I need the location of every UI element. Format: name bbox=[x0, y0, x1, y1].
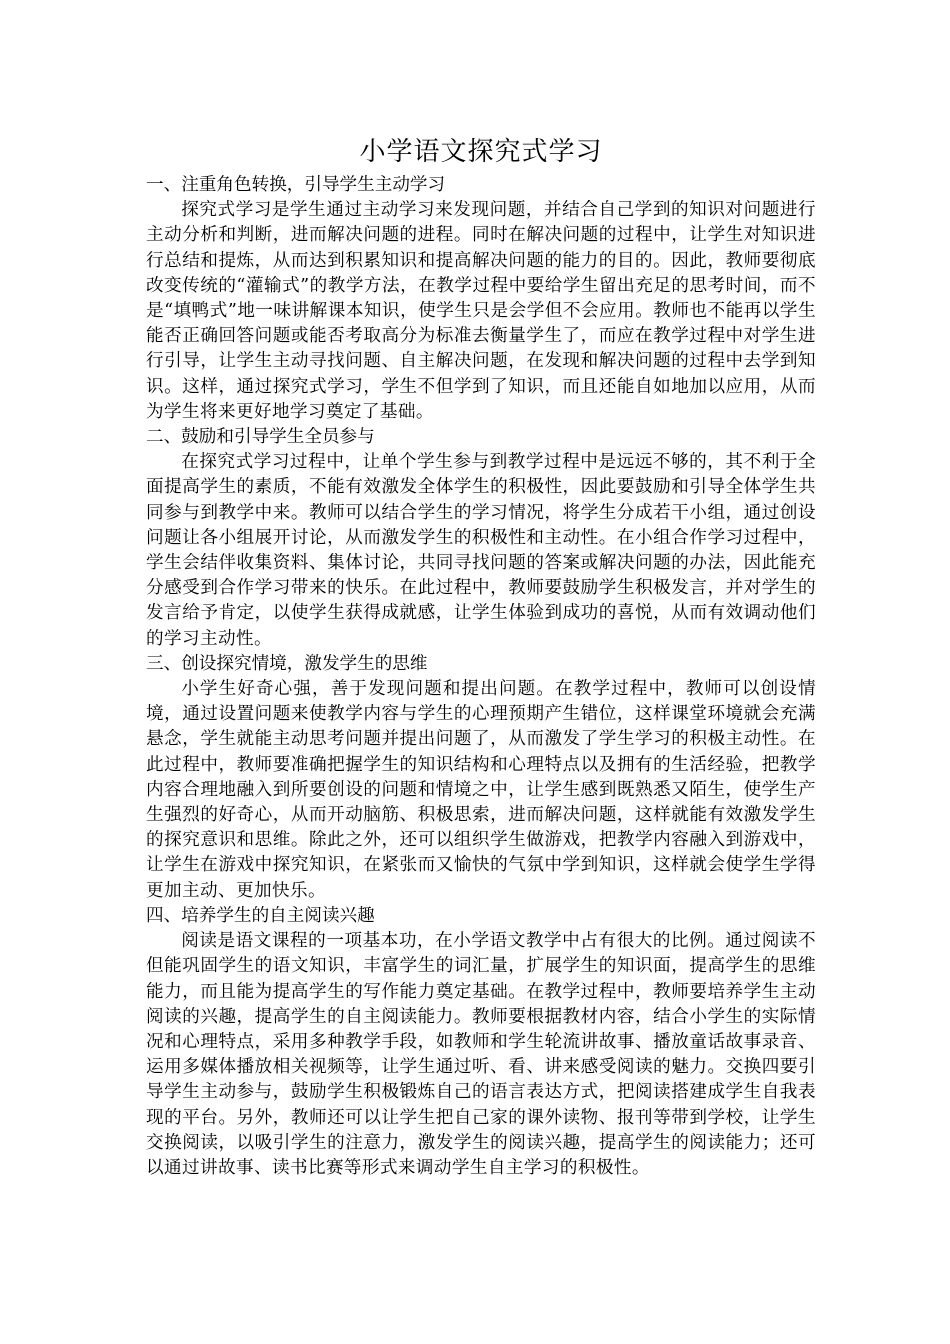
section-body-3: 小学生好奇心强，善于发现问题和提出问题。在教学过程中，教师可以创设情境，通过设置问题来使教学内容与学生的心理预期产生错位，这样课堂环境就会充满悬念，学生就能主动思考问题并提出问题了，从而激发了学生学习的积极主动性。在此过程中，教师要准确把握学生的知识结构和心理特点以及拥有的生活经验，把教学内容合理地融入到所要创设的问题和情境之中，让学生感到既熟悉又陌生，使学生产生强烈的好奇心，从而开动脑筋、积极思索，进而解决问题，这样就能有效激发学生的探究意识和思维。除此之外，还可以组织学生做游戏，把教学内容融入到游戏中，让学生在游戏中探究知识，在紧张而又愉快的气氛中学到知识，这样就会使学生学得更加主动、更加快乐。 bbox=[146, 679, 816, 901]
section-body-2: 在探究式学习过程中，让单个学生参与到教学过程中是远远不够的，其不利于全面提高学生的素质，不能有效激发全体学生的积极性，因此要鼓励和引导全体学生共同参与到教学中来。教师可以结合学生的学习情况，将学生分成若干小组，通过创设问题让各小组展开讨论，从而激发学生的积极性和主动性。在小组合作学习过程中，学生会结伴收集资料、集体讨论，共同寻找问题的答案或解决问题的办法，因此能充分感受到合作学习带来的快乐。在此过程中，教师要鼓励学生积极发言，并对学生的发言给予肯定，以使学生获得成就感，让学生体验到成功的喜悦，从而有效调动他们的学习主动性。 bbox=[146, 452, 816, 649]
document-page bbox=[146, 132, 816, 1181]
section-heading-1: 一、注重角色转换，引导学生主动学习 bbox=[146, 175, 446, 195]
section-heading-3: 三、创设探究情境，激发学生的思维 bbox=[146, 653, 428, 674]
section-heading-4: 四、培养学生的自主阅读兴趣 bbox=[146, 905, 375, 926]
section-2 bbox=[146, 425, 816, 652]
section-body-4: 阅读是语文课程的一项基本功，在小学语文教学中占有很大的比例。通过阅读不但能巩固学生的语文知识，丰富学生的词汇量，扩展学生的知识面，提高学生的思维能力，而且能为提高学生的写作能力奠定基础。在教学过程中，教师要培养学生主动阅读的兴趣，提高学生的自主阅读能力。教师要根据教材内容，结合小学生的实际情况和心理特点，采用多种教学手段，如教师和学生轮流讲故事、播放童话故事录音、运用多媒体播放相关视频等，让学生通过听、看、讲来感受阅读的魅力。交换四要引导学生主动参与，鼓励学生积极锻炼自己的语言表达方式，把阅读搭建成学生自我表现的平台。另外，教师还可以让学生把自己家的课外读物、报刊等带到学校，让学生交换阅读，以吸引学生的注意力，激发学生的阅读兴趣，提高学生的阅读能力；还可以通过讲故事、读书比赛等形式来调动学生自主学习的积极性。 bbox=[146, 931, 816, 1178]
section-3 bbox=[146, 652, 816, 904]
section-body-1: 探究式学习是学生通过主动学习来发现问题，并结合自己学到的知识对问题进行主动分析和判断，进而解决问题的进程。同时在解决问题的过程中，让学生对知识进行总结和提炼，从而达到积累知识和提高解决问题的能力的目的。因此，教师要彻底改变传统的“灌输式”的教学方法，在教学过程中要给学生留出充足的思考时间，而不是“填鸭式”地一味讲解课本知识，使学生只是会学但不会应用。教师也不能再以学生能否正确回答问题或能否考取高分为标准去衡量学生了，而应在教学过程中对学生进行引导，让学生主动寻找问题、自主解决问题，在发现和解决问题的过程中去学到知识。这样，通过探究式学习，学生不但学到了知识，而且还能自如地加以应用，从而为学生将来更好地学习奠定了基础。 bbox=[146, 200, 816, 422]
section-4 bbox=[146, 904, 816, 1181]
document-title: 小学语文探究式学习 bbox=[359, 137, 603, 167]
section-heading-2: 二、鼓励和引导学生全员参与 bbox=[146, 427, 375, 448]
section-1 bbox=[146, 173, 816, 425]
